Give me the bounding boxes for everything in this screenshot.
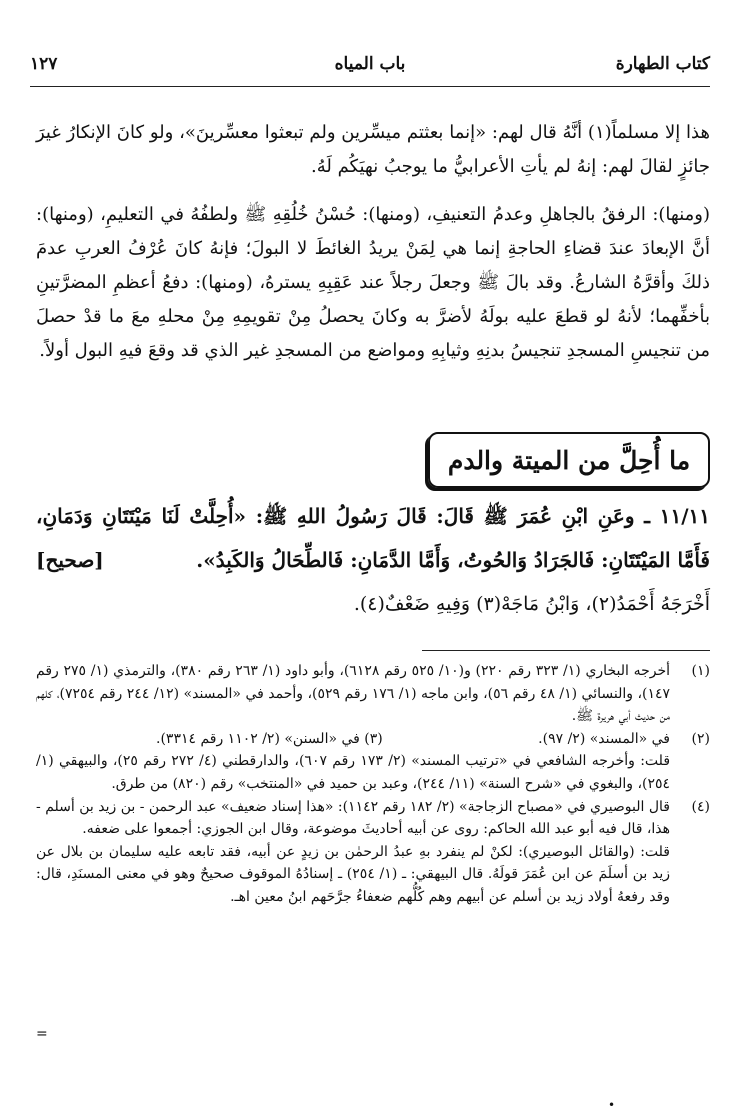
footnote-number: (٣) xyxy=(364,730,383,747)
footnote-text: في «المسند» (٢/ ٩٧). xyxy=(538,730,670,747)
footnote-number: (٢) xyxy=(691,730,710,747)
footnote-number xyxy=(670,750,710,795)
book-title: كتاب الطهارة xyxy=(615,54,710,74)
footnote-text: قال البوصيري في «مصباح الزجاجة» (٢/ ١٨٢ رقم ١١٤٢): «هذا إسناد ضعيف» عبد الرحمن - بن زيد بن أسلم - هذا، قال فيه أبو عبد الله الحاكم: روى عن أبيه أحاديثَ موضوعة، وقال ابن الجوزي: أجمعوا على ضعفه. xyxy=(36,798,671,838)
footnote-3-note xyxy=(36,750,710,795)
footnote-4-note xyxy=(36,841,710,909)
section-heading-text: ما أُحِلَّ من الميتة والدم xyxy=(447,445,691,475)
page-number: ١٢٧ xyxy=(30,54,58,74)
footnote-text: قلت: وأخرجه الشافعي في «ترتيب المسند» (٢/ ١٧٣ رقم ٦٠٧)، والدارقطني (٤/ ٢٧٢ رقم ٢٥)، والبيهقي (١/ ٢٥٤)، والبغوي في «شرح السنة» (١١/ ٢٤٤)، وعبد بن حميد في «المنتخب» رقم (٨٢٠) من طرق. xyxy=(36,753,671,792)
bottom-dot: • xyxy=(608,1098,616,1112)
footnote-number xyxy=(670,841,710,909)
footnote-text: أخرجه البخاري (١/ ٣٢٣ رقم ٢٢٠) و(١٠/ ٥٢٥ رقم ٦١٢٨)، وأبو داود (١/ ٢٦٣ رقم ٣٨٠)، والترمذي (١/ ٢٧٥ رقم ١٤٧)، والنسائي (١/ ٤٨ رقم ٥٦)، وابن ماجه (١/ ١٧٦ رقم ٥٢٩)، وأحمد في «المسند» (١٢/ ٢٤٤ رقم ٧٢٥٤)، كلهم من حديث أبي هريرة ﷺ. xyxy=(36,663,671,725)
footnote-4 xyxy=(36,796,710,841)
footnote-1 xyxy=(36,660,710,728)
footnote-number: (٤) xyxy=(691,798,710,815)
paragraph-2: (ومنها): الرفقُ بالجاهلِ وعدمُ التعنيفِ، (ومنها): حُسْنُ خُلُقِهِ ﷺ ولطفُهُ في التعليمِ، (ومنها): أنَّ الإبعادَ عندَ قضاءِ الحاجةِ إنما هي لِمَنْ يريدُ الغائطَ لا البولَ؛ فإنهُ كانَ عُرْفُ العربِ عدمَ ذلكَ وأقرَّهُ الشارعُ. وقد بالَ ﷺ وجعلَ رجلاً عند عَقِبِهِ يسترهُ، (ومنها): دفعُ أعظمِ المضرَّتينِ بأخفِّهما؛ لأنهُ لو قطعَ عليه بولَهُ لأضرَّ به وكانَ يحصلُ مِنْ تقويمِهِ مِنْ محلهِ معَ ما قدْ حصلَ من تنجيسِ المسجدِ تنجيسُ بدنِهِ وثيابِهِ ومواضع من المسجدِ غير الذي قد وقعَ فيهِ البول أولاً. xyxy=(36,204,710,361)
footnote-number: (١) xyxy=(691,663,710,679)
footnote-text: قلت: (والقائل البوصيري): لكنْ لم ينفرد بهِ عبدُ الرحمٰن بن زيدٍ عن أبيه، فقد تابعه عليه سليمان بن بلال عن زيد بن أسلَمَ عن ابن عُمَرَ قولَهُ. قال البيهقي: ـ (١/ ٢٥٤) ـ إسنادُهُ الموقوف صحيحٌ وهو في معنى المسنَدِ، قال: وقد رفعهُ أولاد زيد بن أسلم عن أبيهم وهم كُلُّهم ضعفاءُ جرَّحَهم ابنُ معين اهـ. xyxy=(36,843,671,905)
running-header xyxy=(30,42,710,87)
paragraph-1: هذا إلا مسلماً(١) أنَّهُ قال لهم: «إنما بعثتم ميسِّرين ولم تبعثوا معسِّرينَ»، ولو كانَ الإنكارُ غيرَ جائزٍ لقالَ لهم: إنهُ لم يأتِ الأعرابيُّ ما يوجبُ نهيَكُم لَهُ. xyxy=(36,122,711,177)
hadith-block xyxy=(36,494,710,582)
hadith-grade: [صحيح] xyxy=(36,548,104,572)
footnotes xyxy=(36,660,710,909)
hadith-text: ١١/١١ ـ وعَنِ ابْنِ عُمَرَ ﷺ قَالَ: قَالَ رَسُولُ اللهِ ﷺ: «أُحِلَّتْ لَنَا مَيْتَتَانِ وَدَمَانِ، فَأَمَّا المَيْتَتَانِ: فَالجَرَادُ وَالحُوتُ، وَأَمَّا الدَّمَانِ: فَالطِّحَالُ وَالكَبِدُ». xyxy=(36,504,710,572)
chapter-title: باب المياه xyxy=(334,54,406,74)
footnote-text: في «السنن» (٢/ ١١٠٢ رقم ٣٣١٤). xyxy=(156,730,360,747)
section-heading xyxy=(428,432,710,488)
continuation-mark: = xyxy=(36,1026,48,1042)
footnote-2-3 xyxy=(36,728,710,751)
footnote-separator xyxy=(422,650,710,651)
takhrij-line: أَخْرَجَهُ أَحْمَدُ(٢)، وَابْنُ مَاجَهْ(٣) وَفِيهِ ضَعْفٌ(٤). xyxy=(353,593,710,615)
